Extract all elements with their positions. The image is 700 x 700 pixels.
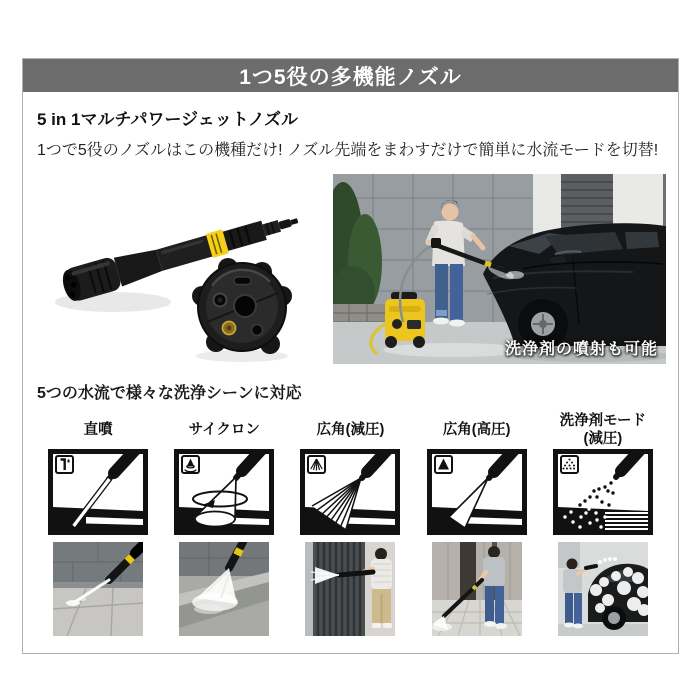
photo-wide-high-svg	[432, 542, 522, 636]
mode-photo-wide-high	[432, 542, 522, 636]
mode-label-direct: 直噴	[83, 422, 113, 438]
mode-label-cyclone: サイクロン	[188, 422, 260, 438]
diagram-wide-low-svg	[300, 449, 400, 535]
section-title: 5つの水流で様々な洗浄シーンに対応	[37, 385, 302, 402]
product-heading: 5 in 1マルチパワージェットノズル	[37, 110, 299, 129]
mode-label-wide-high: 広角(高圧)	[442, 422, 511, 438]
spray-diagram-detergent	[553, 449, 653, 535]
mode-label-wide-low: 広角(減圧)	[316, 422, 385, 438]
mode-column-detergent	[540, 411, 666, 636]
spray-diagram-direct	[48, 449, 148, 535]
mode-photo-cyclone	[179, 542, 269, 636]
mode-column-cyclone	[161, 411, 287, 636]
photo-cyclone-svg	[179, 542, 269, 636]
photo-caption: 洗浄剤の噴射も可能	[504, 341, 658, 358]
photo-wide-low-svg	[305, 542, 395, 636]
photo-direct-svg	[53, 542, 143, 636]
mode-column-wide-low	[287, 411, 413, 636]
mode-photo-detergent	[558, 542, 648, 636]
mode-column-wide-high	[414, 411, 540, 636]
spray-diagram-cyclone	[174, 449, 274, 535]
nozzle-illustration-svg	[35, 174, 333, 364]
banner-title: 1つ5役の多機能ノズル	[239, 65, 462, 89]
nozzle-product-image	[35, 174, 333, 364]
product-description: 1つで5役のノズルはこの機種だけ! ノズル先端をまわすだけで簡単に水流モードを切替!	[37, 142, 659, 159]
car-wash-photo	[333, 174, 666, 364]
spray-modes-row	[35, 411, 666, 636]
mode-photo-wide-low	[305, 542, 395, 636]
spray-diagram-wide-high	[427, 449, 527, 535]
hero-row	[35, 174, 666, 364]
content-panel	[22, 58, 679, 654]
photo-detergent-svg	[558, 542, 648, 636]
mode-label-detergent: 洗浄剤モード (減圧)	[559, 413, 647, 447]
diagram-detergent-svg	[553, 449, 653, 535]
diagram-wide-high-svg	[427, 449, 527, 535]
spray-diagram-wide-low	[300, 449, 400, 535]
nozzle-face-view	[192, 258, 292, 354]
diagram-cyclone-svg	[174, 449, 274, 535]
banner	[23, 59, 678, 92]
mode-column-direct	[35, 411, 161, 636]
panel-body	[23, 92, 678, 636]
diagram-direct-svg	[48, 449, 148, 535]
mode-photo-direct	[53, 542, 143, 636]
